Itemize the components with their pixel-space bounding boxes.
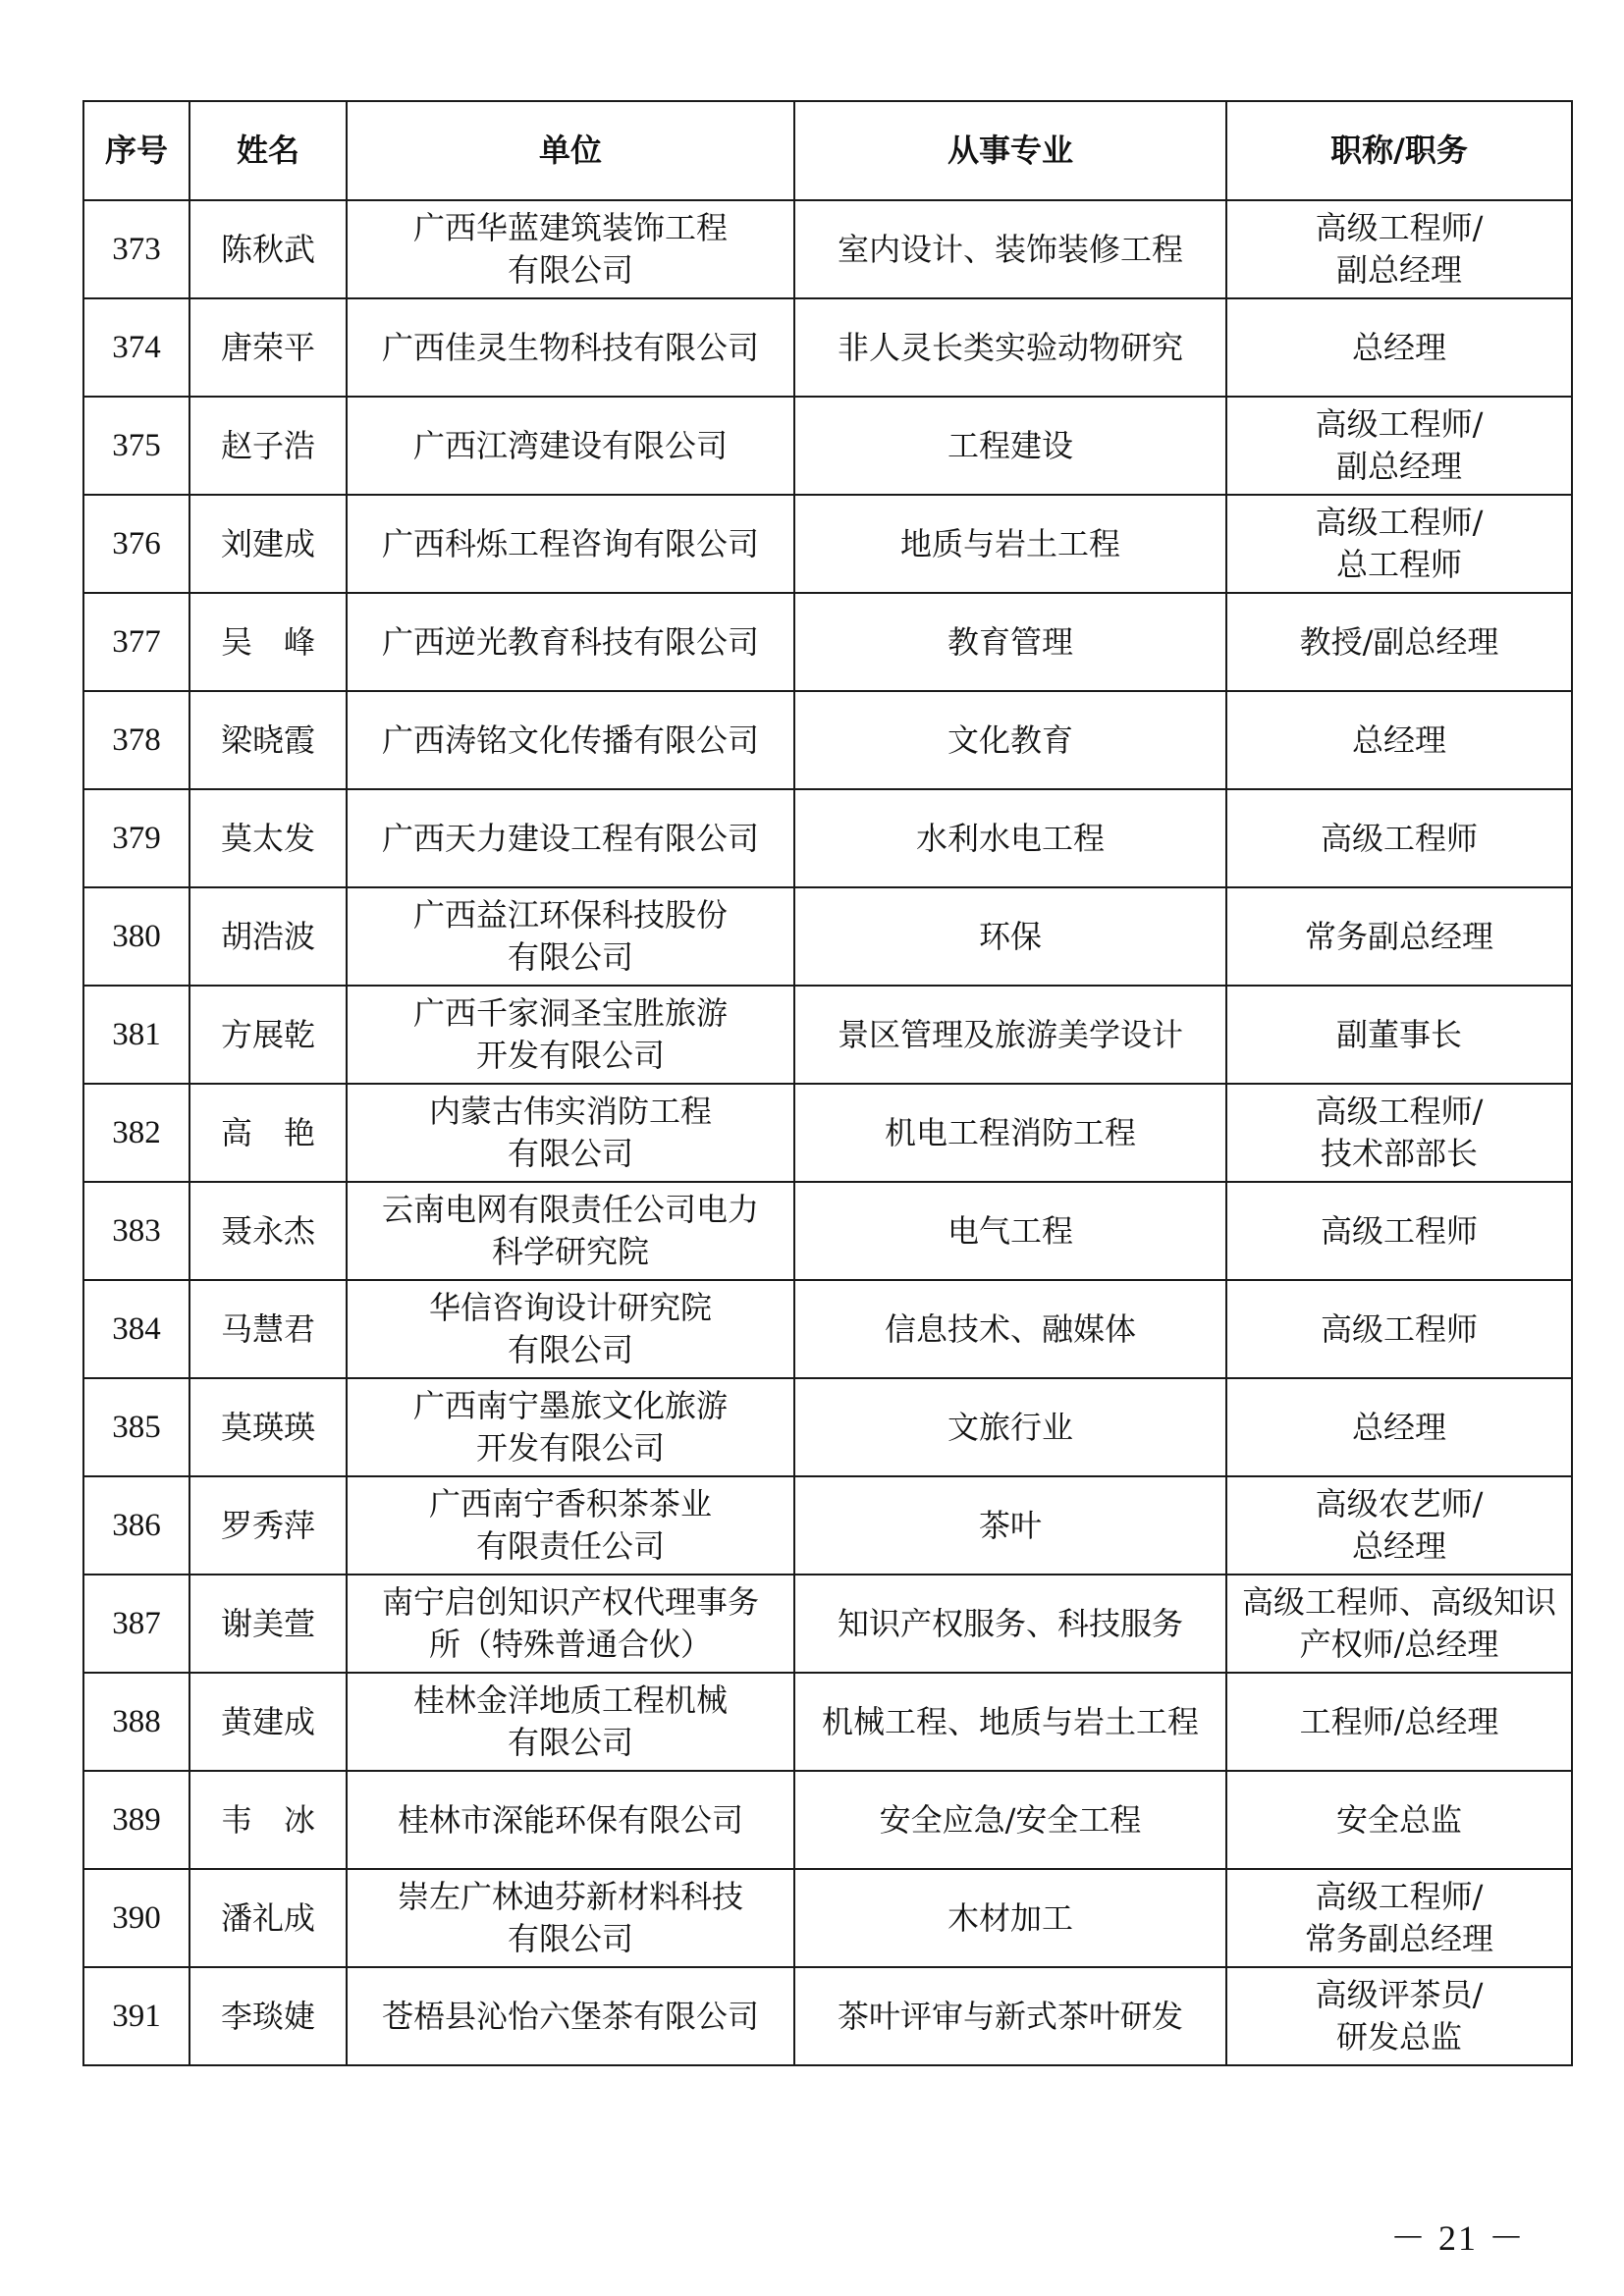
cell-no: 378 <box>83 691 189 789</box>
cell-specialty: 文化教育 <box>794 691 1226 789</box>
cell-title: 高级工程师/ 总工程师 <box>1226 495 1572 593</box>
cell-title: 总经理 <box>1226 691 1572 789</box>
cell-specialty: 机电工程消防工程 <box>794 1084 1226 1182</box>
table-row <box>83 1771 1572 1869</box>
cell-name: 莫太发 <box>189 789 347 887</box>
cell-specialty: 电气工程 <box>794 1182 1226 1280</box>
cell-unit: 华信咨询设计研究院 有限公司 <box>347 1280 794 1378</box>
cell-unit: 广西南宁香积茶茶业 有限责任公司 <box>347 1476 794 1575</box>
cell-no: 375 <box>83 397 189 495</box>
cell-unit: 广西益江环保科技股份 有限公司 <box>347 887 794 986</box>
table-row <box>83 789 1572 887</box>
cell-specialty: 水利水电工程 <box>794 789 1226 887</box>
cell-name: 马慧君 <box>189 1280 347 1378</box>
cell-no: 373 <box>83 200 189 298</box>
cell-unit: 广西千家洞圣宝胜旅游 开发有限公司 <box>347 986 794 1084</box>
cell-unit: 广西江湾建设有限公司 <box>347 397 794 495</box>
cell-name: 韦 冰 <box>189 1771 347 1869</box>
cell-no: 377 <box>83 593 189 691</box>
cell-name: 梁晓霞 <box>189 691 347 789</box>
table-row <box>83 887 1572 986</box>
cell-title: 教授/副总经理 <box>1226 593 1572 691</box>
table-body <box>83 200 1572 2065</box>
table-row <box>83 1673 1572 1771</box>
cell-no: 389 <box>83 1771 189 1869</box>
cell-specialty: 文旅行业 <box>794 1378 1226 1476</box>
cell-no: 374 <box>83 298 189 397</box>
cell-no: 383 <box>83 1182 189 1280</box>
cell-specialty: 非人灵长类实验动物研究 <box>794 298 1226 397</box>
cell-specialty: 木材加工 <box>794 1869 1226 1967</box>
cell-no: 385 <box>83 1378 189 1476</box>
cell-specialty: 环保 <box>794 887 1226 986</box>
cell-name: 方展乾 <box>189 986 347 1084</box>
cell-specialty: 室内设计、装饰装修工程 <box>794 200 1226 298</box>
cell-unit: 内蒙古伟实消防工程 有限公司 <box>347 1084 794 1182</box>
cell-title: 安全总监 <box>1226 1771 1572 1869</box>
table-row <box>83 397 1572 495</box>
cell-specialty: 景区管理及旅游美学设计 <box>794 986 1226 1084</box>
cell-unit: 桂林市深能环保有限公司 <box>347 1771 794 1869</box>
cell-specialty: 地质与岩土工程 <box>794 495 1226 593</box>
cell-title: 副董事长 <box>1226 986 1572 1084</box>
cell-title: 高级工程师/ 副总经理 <box>1226 200 1572 298</box>
cell-title: 高级工程师 <box>1226 1280 1572 1378</box>
cell-unit: 南宁启创知识产权代理事务 所（特殊普通合伙） <box>347 1575 794 1673</box>
cell-title: 高级工程师/ 副总经理 <box>1226 397 1572 495</box>
cell-title: 高级评茶员/ 研发总监 <box>1226 1967 1572 2065</box>
cell-title: 常务副总经理 <box>1226 887 1572 986</box>
cell-title: 总经理 <box>1226 1378 1572 1476</box>
cell-name: 赵子浩 <box>189 397 347 495</box>
table-row <box>83 495 1572 593</box>
cell-unit: 广西逆光教育科技有限公司 <box>347 593 794 691</box>
header-no: 序号 <box>83 101 189 200</box>
page-number: － 21 － <box>1389 2218 1526 2258</box>
header-name: 姓名 <box>189 101 347 200</box>
header-specialty: 从事专业 <box>794 101 1226 200</box>
cell-unit: 广西涛铭文化传播有限公司 <box>347 691 794 789</box>
cell-unit: 崇左广林迪芬新材料科技 有限公司 <box>347 1869 794 1967</box>
table-row <box>83 1869 1572 1967</box>
cell-name: 胡浩波 <box>189 887 347 986</box>
cell-name: 莫瑛瑛 <box>189 1378 347 1476</box>
cell-title: 总经理 <box>1226 298 1572 397</box>
cell-title: 高级工程师、高级知识 产权师/总经理 <box>1226 1575 1572 1673</box>
cell-specialty: 知识产权服务、科技服务 <box>794 1575 1226 1673</box>
cell-unit: 桂林金洋地质工程机械 有限公司 <box>347 1673 794 1771</box>
cell-unit: 广西佳灵生物科技有限公司 <box>347 298 794 397</box>
roster-table <box>82 100 1573 2066</box>
table-row <box>83 1280 1572 1378</box>
cell-unit: 云南电网有限责任公司电力 科学研究院 <box>347 1182 794 1280</box>
cell-unit: 广西南宁墨旅文化旅游 开发有限公司 <box>347 1378 794 1476</box>
cell-name: 潘礼成 <box>189 1869 347 1967</box>
cell-no: 384 <box>83 1280 189 1378</box>
cell-specialty: 教育管理 <box>794 593 1226 691</box>
cell-unit: 苍梧县沁怡六堡茶有限公司 <box>347 1967 794 2065</box>
cell-specialty: 信息技术、融媒体 <box>794 1280 1226 1378</box>
table-row <box>83 1476 1572 1575</box>
cell-title: 高级工程师 <box>1226 789 1572 887</box>
cell-specialty: 茶叶评审与新式茶叶研发 <box>794 1967 1226 2065</box>
cell-no: 381 <box>83 986 189 1084</box>
cell-unit: 广西华蓝建筑装饰工程 有限公司 <box>347 200 794 298</box>
cell-name: 李琰婕 <box>189 1967 347 2065</box>
table-row <box>83 1378 1572 1476</box>
cell-title: 高级工程师/ 技术部部长 <box>1226 1084 1572 1182</box>
table-row <box>83 691 1572 789</box>
cell-unit: 广西天力建设工程有限公司 <box>347 789 794 887</box>
cell-name: 陈秋武 <box>189 200 347 298</box>
cell-name: 罗秀萍 <box>189 1476 347 1575</box>
cell-title: 工程师/总经理 <box>1226 1673 1572 1771</box>
cell-name: 聂永杰 <box>189 1182 347 1280</box>
header-title: 职称/职务 <box>1226 101 1572 200</box>
table-row <box>83 200 1572 298</box>
header-row <box>83 101 1572 200</box>
cell-name: 刘建成 <box>189 495 347 593</box>
cell-no: 386 <box>83 1476 189 1575</box>
cell-name: 高 艳 <box>189 1084 347 1182</box>
table-row <box>83 1967 1572 2065</box>
cell-title: 高级工程师/ 常务副总经理 <box>1226 1869 1572 1967</box>
cell-no: 379 <box>83 789 189 887</box>
header-unit: 单位 <box>347 101 794 200</box>
cell-specialty: 安全应急/安全工程 <box>794 1771 1226 1869</box>
cell-no: 391 <box>83 1967 189 2065</box>
cell-specialty: 机械工程、地质与岩土工程 <box>794 1673 1226 1771</box>
cell-title: 高级农艺师/ 总经理 <box>1226 1476 1572 1575</box>
cell-specialty: 茶叶 <box>794 1476 1226 1575</box>
cell-name: 唐荣平 <box>189 298 347 397</box>
table-row <box>83 986 1572 1084</box>
cell-unit: 广西科烁工程咨询有限公司 <box>347 495 794 593</box>
table-row <box>83 1575 1572 1673</box>
cell-no: 382 <box>83 1084 189 1182</box>
cell-no: 380 <box>83 887 189 986</box>
table-row <box>83 298 1572 397</box>
cell-no: 376 <box>83 495 189 593</box>
table-row <box>83 1084 1572 1182</box>
cell-no: 390 <box>83 1869 189 1967</box>
cell-name: 黄建成 <box>189 1673 347 1771</box>
cell-specialty: 工程建设 <box>794 397 1226 495</box>
cell-no: 388 <box>83 1673 189 1771</box>
cell-title: 高级工程师 <box>1226 1182 1572 1280</box>
cell-name: 谢美萱 <box>189 1575 347 1673</box>
cell-name: 吴 峰 <box>189 593 347 691</box>
table-row <box>83 593 1572 691</box>
table-row <box>83 1182 1572 1280</box>
cell-no: 387 <box>83 1575 189 1673</box>
